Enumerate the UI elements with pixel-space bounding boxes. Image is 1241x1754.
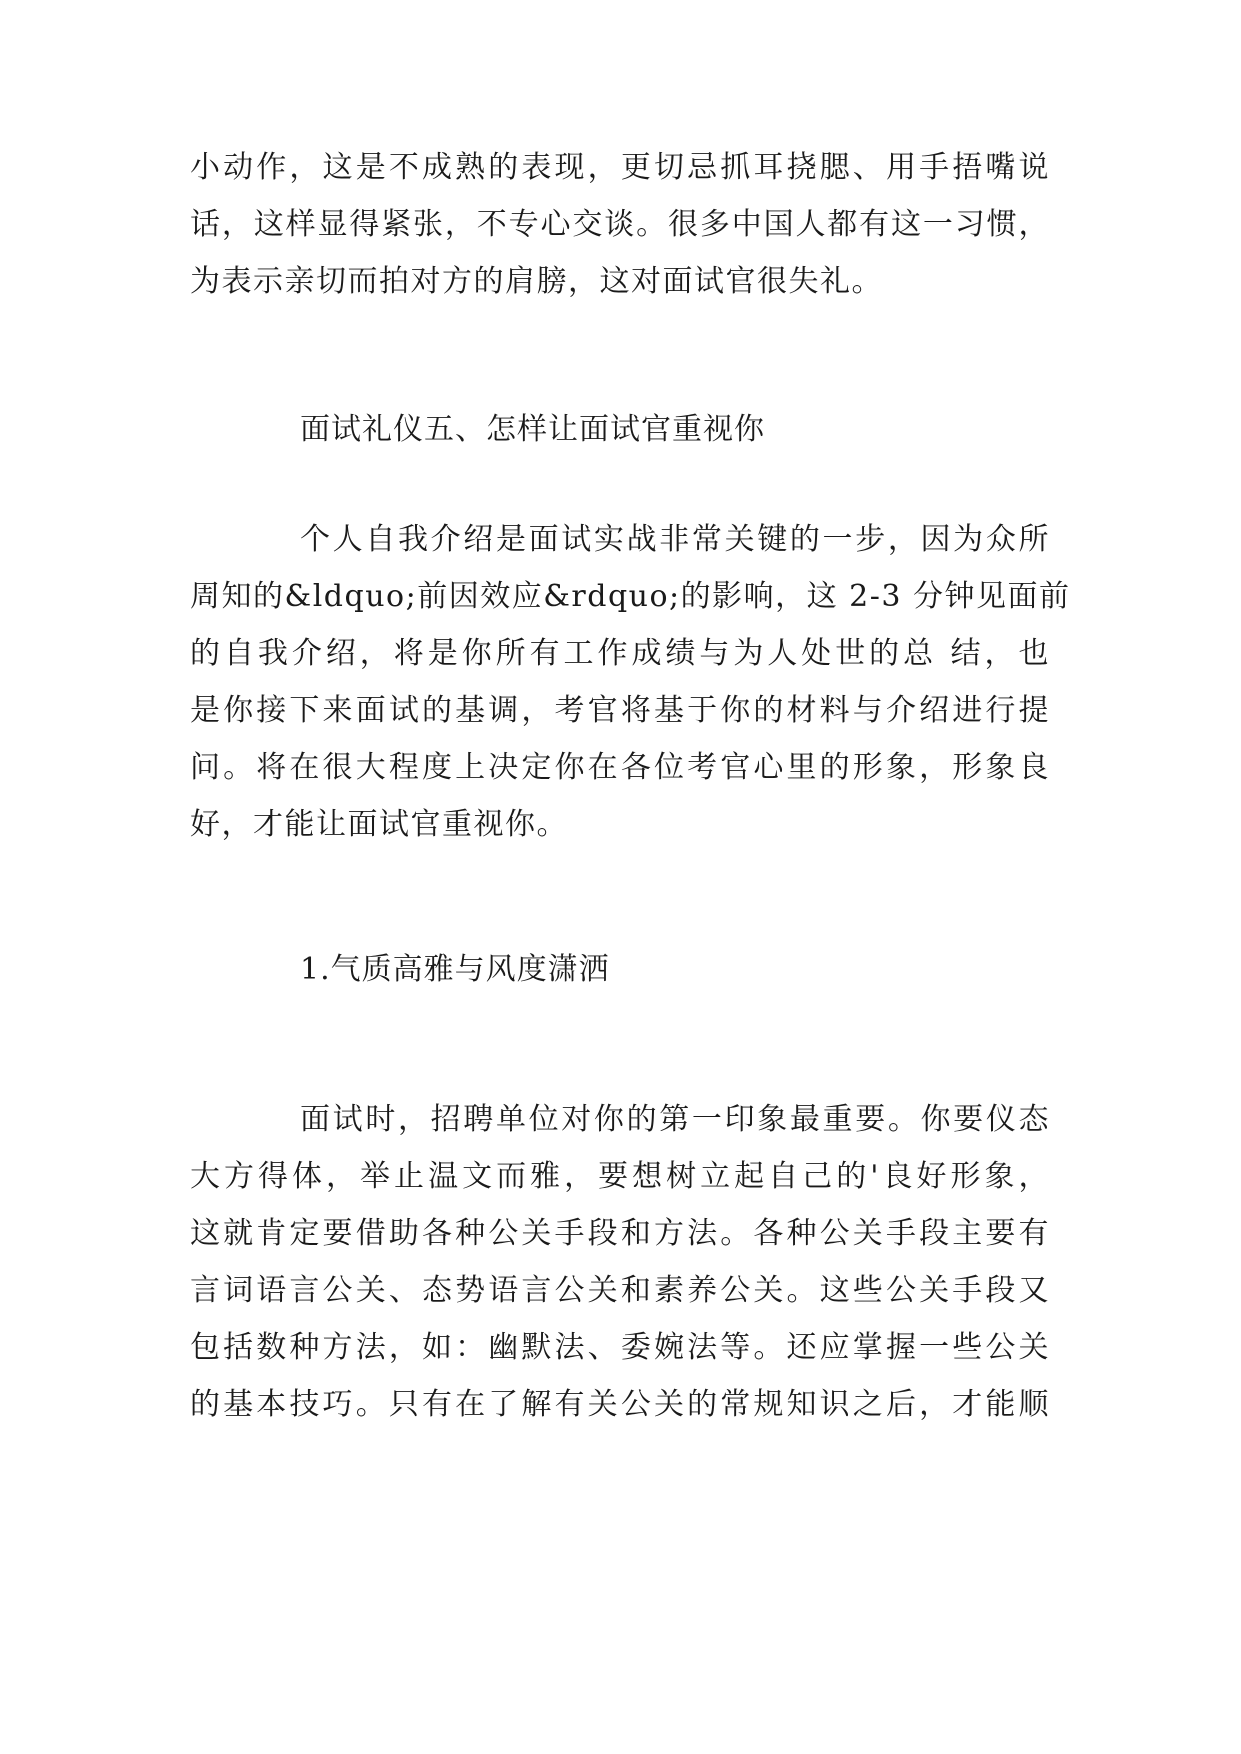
paragraph-1-line-1: 小动作，这是不成熟的表现，更切忌抓耳挠腮、用手捂嘴说 xyxy=(190,150,1050,185)
paragraph-3-line-4: 言词语言公关、态势语言公关和素养公关。这些公关手段又 xyxy=(190,1273,1050,1308)
paragraph-1-line-3: 为表示亲切而拍对方的肩膀，这对面试官很失礼。 xyxy=(190,264,883,299)
paragraph-3-line-3: 这就肯定要借助各种公关手段和方法。各种公关手段主要有 xyxy=(190,1216,1050,1251)
section-heading-etiquette-five: 面试礼仪五、怎样让面试官重视你 xyxy=(300,412,765,447)
paragraph-2-line-6: 好，才能让面试官重视你。 xyxy=(190,807,568,842)
paragraph-2-line-4: 是你接下来面试的基调，考官将基于你的材料与介绍进行提 xyxy=(190,693,1050,728)
paragraph-3-line-6: 的基本技巧。只有在了解有关公关的常规知识之后，才能顺 xyxy=(190,1387,1050,1422)
section-heading-temperament: 1.气质高雅与风度潇洒 xyxy=(300,952,610,987)
paragraph-3-line-1: 面试时，招聘单位对你的第一印象最重要。你要仪态 xyxy=(300,1102,1050,1137)
paragraph-3-line-2: 大方得体，举止温文而雅，要想树立起自己的'良好形象， xyxy=(190,1159,1050,1194)
paragraph-1-line-2: 话，这样显得紧张，不专心交谈。很多中国人都有这一习惯， xyxy=(190,207,1050,242)
paragraph-2-line-5: 问。将在很大程度上决定你在各位考官心里的形象，形象良 xyxy=(190,750,1050,785)
paragraph-2-line-1: 个人自我介绍是面试实战非常关键的一步，因为众所 xyxy=(300,522,1050,557)
paragraph-3-line-5: 包括数种方法，如：幽默法、委婉法等。还应掌握一些公关 xyxy=(190,1330,1050,1365)
paragraph-2-line-2: 周知的&ldquo;前因效应&rdquo;的影响，这 2-3 分钟见面前 xyxy=(190,579,1071,614)
paragraph-2-line-3: 的自我介绍，将是你所有工作成绩与为人处世的总 结，也 xyxy=(190,636,1050,671)
